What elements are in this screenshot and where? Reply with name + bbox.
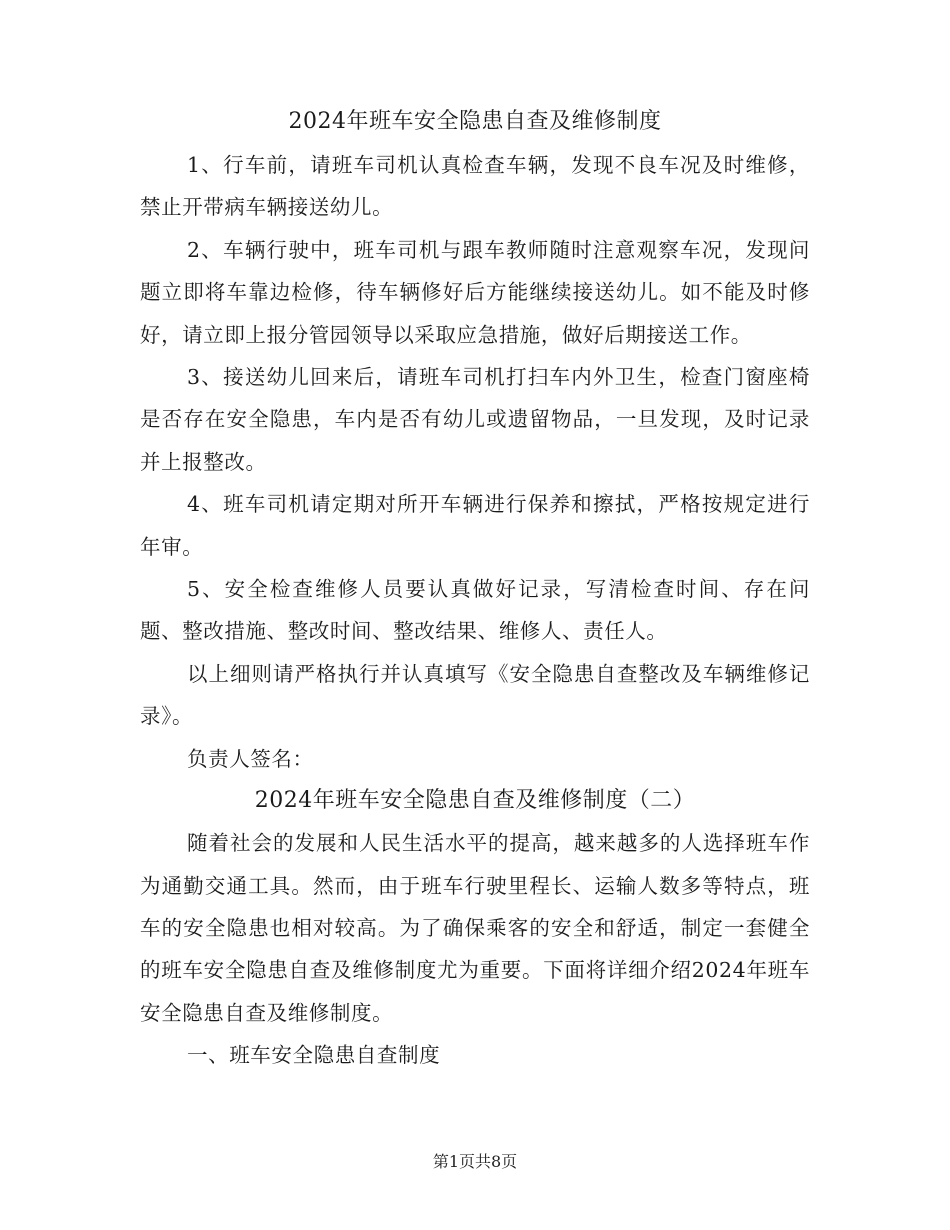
paragraph-rule-5: 5、安全检查维修人员要认真做好记录，写清检查时间、存在问题、整改措施、整改时间、整改结果、维修人、责任人。 <box>140 577 810 644</box>
paragraph-rule-4: 4、班车司机请定期对所开车辆进行保养和擦拭，严格按规定进行年审。 <box>140 492 810 559</box>
section-title-2: 2024年班车安全隐患自查及维修制度（二） <box>254 788 696 814</box>
page-footer: 第1页共8页 <box>432 1152 518 1171</box>
paragraph-closing: 以上细则请严格执行并认真填写《安全隐患自查整改及车辆维修记录》。 <box>140 661 810 729</box>
document-title: 2024年班车安全隐患自查及维修制度 <box>288 109 662 134</box>
paragraph-intro: 随着社会的发展和人民生活水平的提高，越来越多的人选择班车作为通勤交通工具。然而，由于班车行驶里程长、运输人数多等特点，班车的安全隐患也相对较高。为了确保乘客的安全和舒适，制定一套健全的班车安全隐患自查及维修制度尤为重要。下面将详细介绍2024年班车安全隐患自查及维修制度。 <box>140 831 810 1025</box>
document-body <box>140 100 810 1077</box>
section-heading-1: 一、班车安全隐患自查制度 <box>187 1043 441 1068</box>
signature-line: 负责人签名： <box>187 746 314 771</box>
paragraph-rule-1: 1、行车前，请班车司机认真检查车辆，发现不良车况及时维修，禁止开带病车辆接送幼儿。 <box>140 153 810 220</box>
paragraph-rule-3: 3、接送幼儿回来后，请班车司机打扫车内外卫生，检查门窗座椅是否存在安全隐患，车内是否有幼儿或遗留物品，一旦发现，及时记录并上报整改。 <box>140 365 810 474</box>
paragraph-rule-2: 2、车辆行驶中，班车司机与跟车教师随时注意观察车况，发现问题立即将车靠边检修，待车辆修好后方能继续接送幼儿。如不能及时修好，请立即上报分管园领导以采取应急措施，做好后期接送工作。 <box>140 237 810 347</box>
